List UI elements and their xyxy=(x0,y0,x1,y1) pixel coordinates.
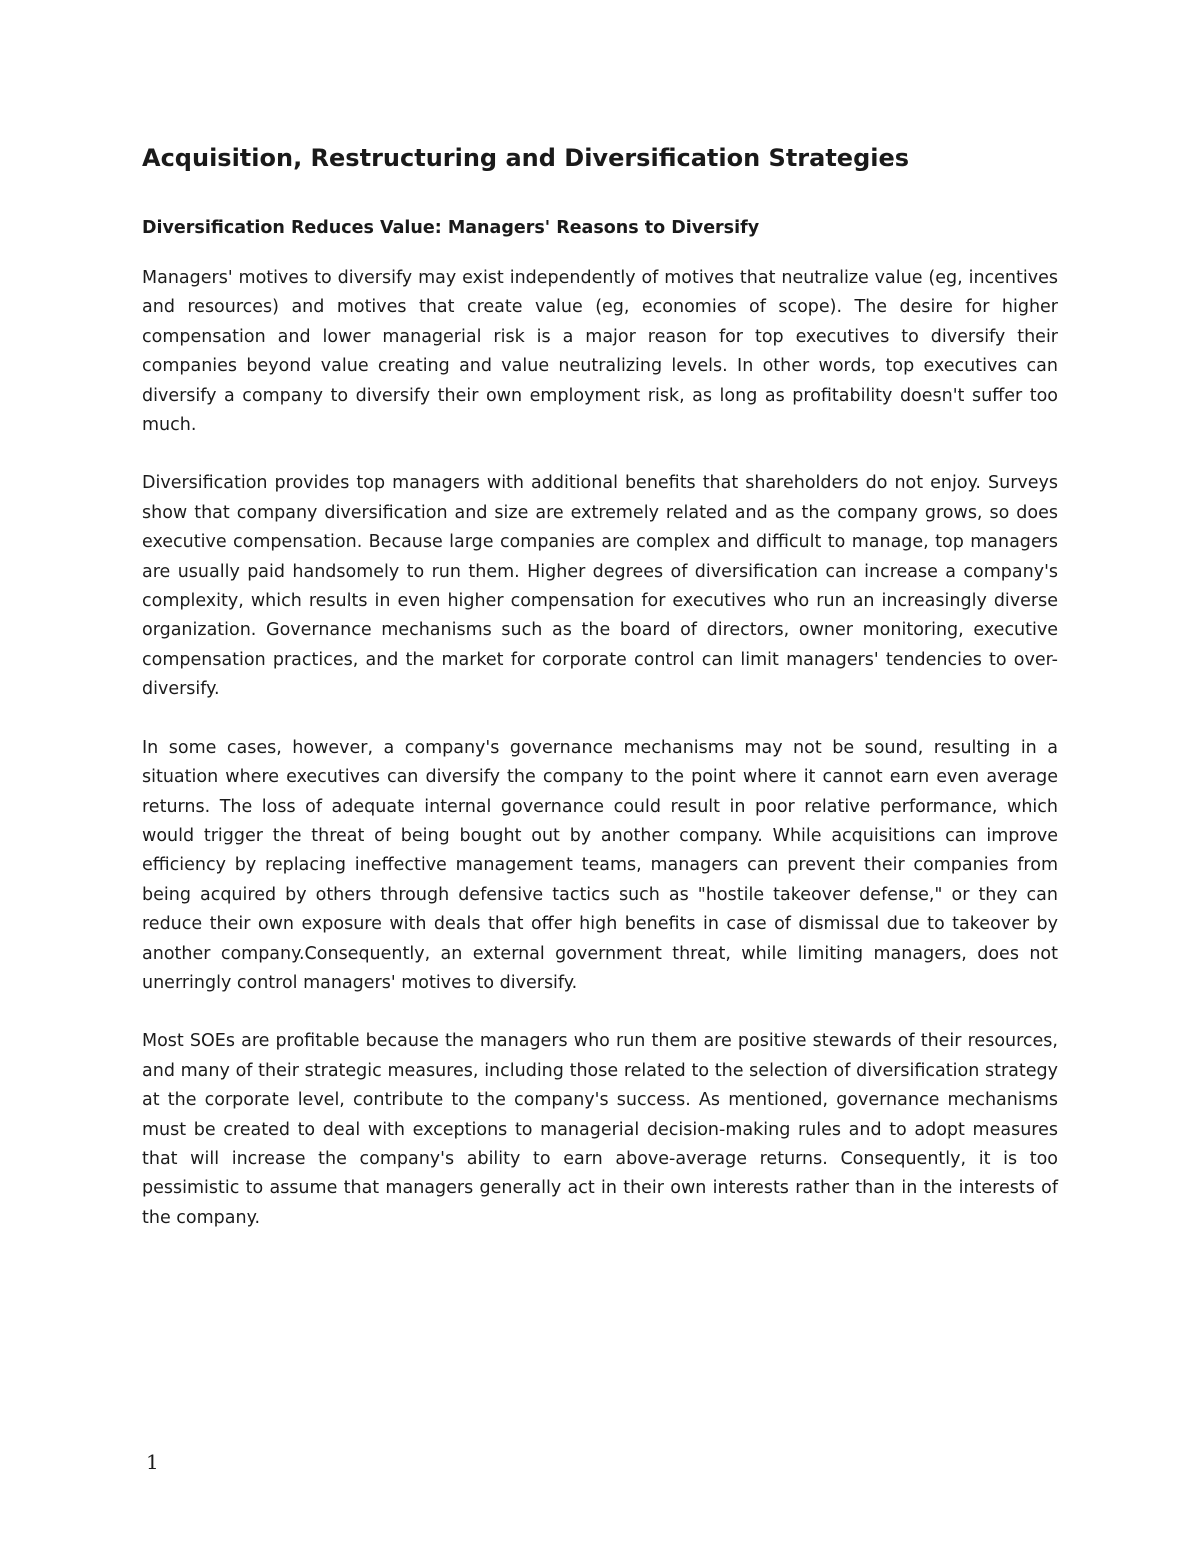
document-title: Acquisition, Restructuring and Diversification Strategies xyxy=(142,144,910,172)
paragraph-3: In some cases, however, a company's governance mechanisms may not be sound, resulting in a situation where executives can diversify the company to the point where it cannot earn even average returns. The loss of adequate internal governance could result in poor relative performance, which would trigger the threat of being bought out by another company. While acquisitions can improve efficiency by replacing ineffective management teams, managers can prevent their companies from being acquired by others through defensive tactics such as "hostile takeover defense," or they can reduce their own exposure with deals that offer high benefits in case of dismissal due to takeover by another company.Consequently, an external government threat, while limiting managers, does not unerringly control managers' motives to diversify. xyxy=(142,737,1058,993)
page-number: 1 xyxy=(146,1450,159,1474)
section-heading: Diversification Reduces Value: Managers' Reasons to Diversify xyxy=(142,218,760,238)
paragraph-2: Diversification provides top managers with additional benefits that shareholders do not enjoy. Surveys show that company diversification and size are extremely related and as the company grows, so does executive compensation. Because large companies are complex and difficult to manage, top managers are usually paid handsomely to run them. Higher degrees of diversification can increase a company's complexity, which results in even higher compensation for executives who run an increasingly diverse organization. Governance mechanisms such as the board of directors, owner monitoring, executive compensation practices, and the market for corporate control can limit managers' tendencies to over-diversify. xyxy=(142,473,1058,700)
paragraph-4: Most SOEs are profitable because the managers who run them are positive stewards of their resources, and many of their strategic measures, including those related to the selection of diversification strategy at the corporate level, contribute to the company's success. As mentioned, governance mechanisms must be created to deal with exceptions to managerial decision-making rules and to adopt measures that will increase the company's ability to earn above-average returns. Consequently, it is too pessimistic to assume that managers generally act in their own interests rather than in the interests of the company. xyxy=(142,1031,1058,1228)
document-body xyxy=(142,140,1058,1233)
paragraph-1: Managers' motives to diversify may exist independently of motives that neutralize value (eg, incentives and resources) and motives that create value (eg, economies of scope). The desire for higher compensation and lower managerial risk is a major reason for top executives to diversify their companies beyond value creating and value neutralizing levels. In other words, top executives can diversify a company to diversify their own employment risk, as long as profitability doesn't suffer too much. xyxy=(142,268,1058,436)
